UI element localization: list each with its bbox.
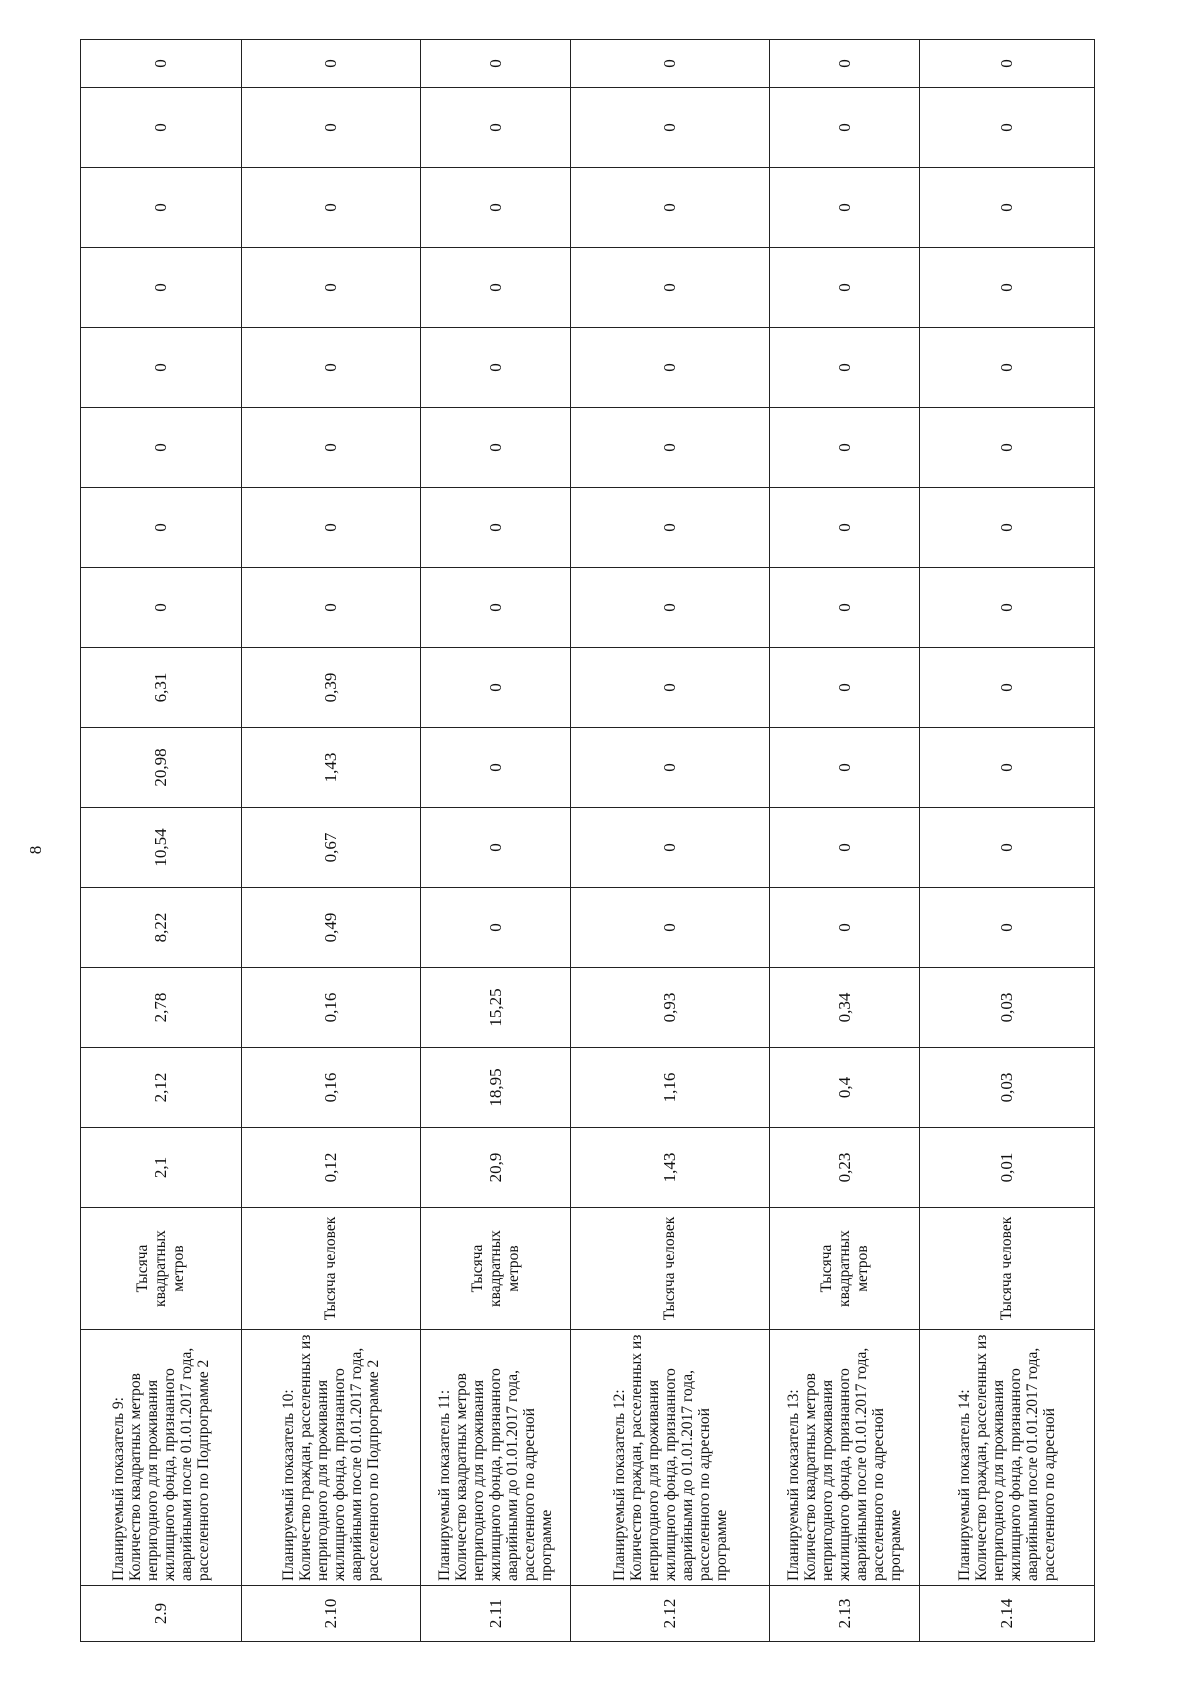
- page-number: 8: [26, 845, 45, 855]
- value-cell: 0,12: [242, 1128, 421, 1208]
- indicator-description: Планируемый показатель 12: Количество граждан, расселенных из непригодного для проживания жилищного фонда, признанного аварийными до 01.01.2017 года, расселенного по адресной программе: [571, 1330, 770, 1586]
- value-cell: 0: [920, 488, 1095, 568]
- value-cell: 0: [770, 168, 920, 248]
- value-cell: 2,78: [81, 968, 242, 1048]
- value-cell: 0: [571, 328, 770, 408]
- rotated-table-container: [80, 40, 1095, 1642]
- row-number: 2.11: [421, 1586, 571, 1642]
- unit-of-measure: Тысяча человек: [242, 1208, 421, 1330]
- value-cell: 0: [571, 40, 770, 88]
- indicator-description: Планируемый показатель 10: Количество граждан, расселенных из непригодного для проживания жилищного фонда, признанного аварийными после 01.01.2017 года, расселенного по Подпрограмме 2: [242, 1330, 421, 1586]
- value-cell: 0: [920, 568, 1095, 648]
- value-cell: 2,12: [81, 1048, 242, 1128]
- value-cell: 0,67: [242, 808, 421, 888]
- value-cell: 0: [242, 40, 421, 88]
- value-cell: 0: [421, 248, 571, 328]
- value-cell: 0: [770, 728, 920, 808]
- value-cell: 0: [242, 568, 421, 648]
- value-cell: 0,16: [242, 1048, 421, 1128]
- value-cell: 0: [242, 408, 421, 488]
- value-cell: 0: [81, 408, 242, 488]
- value-cell: 0: [920, 728, 1095, 808]
- value-cell: 0: [920, 168, 1095, 248]
- value-cell: 8,22: [81, 888, 242, 968]
- value-cell: 18,95: [421, 1048, 571, 1128]
- table-row: [770, 40, 920, 1642]
- value-cell: 0: [242, 168, 421, 248]
- value-cell: 0: [571, 168, 770, 248]
- value-cell: 0: [920, 408, 1095, 488]
- table-row: [81, 40, 242, 1642]
- value-cell: 6,31: [81, 648, 242, 728]
- value-cell: 0: [81, 328, 242, 408]
- value-cell: 0: [81, 568, 242, 648]
- value-cell: 1,16: [571, 1048, 770, 1128]
- value-cell: 0,16: [242, 968, 421, 1048]
- value-cell: 0: [421, 40, 571, 88]
- value-cell: 0,39: [242, 648, 421, 728]
- unit-of-measure: Тысяча квадратных метров: [81, 1208, 242, 1330]
- value-cell: 0: [571, 648, 770, 728]
- value-cell: 20,9: [421, 1128, 571, 1208]
- row-number: 2.12: [571, 1586, 770, 1642]
- value-cell: 0: [920, 248, 1095, 328]
- value-cell: 1,43: [242, 728, 421, 808]
- value-cell: 0: [920, 328, 1095, 408]
- indicators-table: [80, 39, 1095, 1642]
- value-cell: 0: [920, 88, 1095, 168]
- unit-of-measure: Тысяча квадратных метров: [421, 1208, 571, 1330]
- value-cell: 0,34: [770, 968, 920, 1048]
- value-cell: 0: [571, 88, 770, 168]
- value-cell: 0: [571, 808, 770, 888]
- value-cell: 0: [81, 88, 242, 168]
- value-cell: 0: [770, 568, 920, 648]
- value-cell: 0: [920, 808, 1095, 888]
- value-cell: 0: [770, 328, 920, 408]
- indicator-description: Планируемый показатель 11: Количество квадратных метров непригодного для проживания жилищного фонда, признанного аварийными до 01.01.2017 года, расселенного по адресной программе: [421, 1330, 571, 1586]
- value-cell: 0: [81, 488, 242, 568]
- indicator-description: Планируемый показатель 13: Количество квадратных метров непригодного для проживания жилищного фонда, признанного аварийными после 01.01.2017 года, расселенного по адресной программе: [770, 1330, 920, 1586]
- value-cell: 2,1: [81, 1128, 242, 1208]
- value-cell: 0: [421, 88, 571, 168]
- value-cell: 0: [571, 408, 770, 488]
- unit-of-measure: Тысяча квадратных метров: [770, 1208, 920, 1330]
- value-cell: 0: [421, 488, 571, 568]
- table-row: [242, 40, 421, 1642]
- value-cell: 0: [421, 568, 571, 648]
- value-cell: 1,43: [571, 1128, 770, 1208]
- value-cell: 0: [421, 328, 571, 408]
- value-cell: 0: [242, 328, 421, 408]
- value-cell: 20,98: [81, 728, 242, 808]
- value-cell: 0: [920, 888, 1095, 968]
- table-row: [421, 40, 571, 1642]
- indicator-description: Планируемый показатель 14: Количество граждан, расселенных из непригодного для проживания жилищного фонда, признанного аварийными после 01.01.2017 года, расселенного по адресной: [920, 1330, 1095, 1586]
- table-row: [920, 40, 1095, 1642]
- value-cell: 0,93: [571, 968, 770, 1048]
- table-row: [571, 40, 770, 1642]
- value-cell: 0: [920, 40, 1095, 88]
- value-cell: 0: [242, 88, 421, 168]
- value-cell: 0: [571, 888, 770, 968]
- row-number: 2.13: [770, 1586, 920, 1642]
- value-cell: 0: [770, 408, 920, 488]
- indicator-description: Планируемый показатель 9: Количество квадратных метров непригодного для проживания жилищного фонда, признанного аварийными после 01.01.2017 года, расселенного по Подпрограмме 2: [81, 1330, 242, 1586]
- value-cell: 0,49: [242, 888, 421, 968]
- row-number: 2.9: [81, 1586, 242, 1642]
- unit-of-measure: Тысяча человек: [571, 1208, 770, 1330]
- value-cell: 0: [421, 168, 571, 248]
- value-cell: 0,4: [770, 1048, 920, 1128]
- value-cell: 0: [770, 88, 920, 168]
- value-cell: 15,25: [421, 968, 571, 1048]
- value-cell: 0: [81, 40, 242, 88]
- value-cell: 10,54: [81, 808, 242, 888]
- value-cell: 0: [421, 888, 571, 968]
- unit-of-measure: Тысяча человек: [920, 1208, 1095, 1330]
- value-cell: 0: [81, 168, 242, 248]
- value-cell: 0: [571, 488, 770, 568]
- value-cell: 0: [421, 728, 571, 808]
- value-cell: 0: [770, 808, 920, 888]
- value-cell: 0: [242, 488, 421, 568]
- value-cell: 0,03: [920, 968, 1095, 1048]
- value-cell: 0: [81, 248, 242, 328]
- value-cell: 0,01: [920, 1128, 1095, 1208]
- row-number: 2.10: [242, 1586, 421, 1642]
- value-cell: 0: [571, 728, 770, 808]
- table-body: [81, 40, 1095, 1642]
- value-cell: 0: [770, 488, 920, 568]
- value-cell: 0: [421, 648, 571, 728]
- value-cell: 0,23: [770, 1128, 920, 1208]
- value-cell: 0: [770, 648, 920, 728]
- value-cell: 0: [571, 248, 770, 328]
- value-cell: 0: [421, 408, 571, 488]
- value-cell: 0: [571, 568, 770, 648]
- value-cell: 0: [920, 648, 1095, 728]
- value-cell: 0,03: [920, 1048, 1095, 1128]
- value-cell: 0: [770, 248, 920, 328]
- value-cell: 0: [242, 248, 421, 328]
- row-number: 2.14: [920, 1586, 1095, 1642]
- value-cell: 0: [421, 808, 571, 888]
- value-cell: 0: [770, 40, 920, 88]
- value-cell: 0: [770, 888, 920, 968]
